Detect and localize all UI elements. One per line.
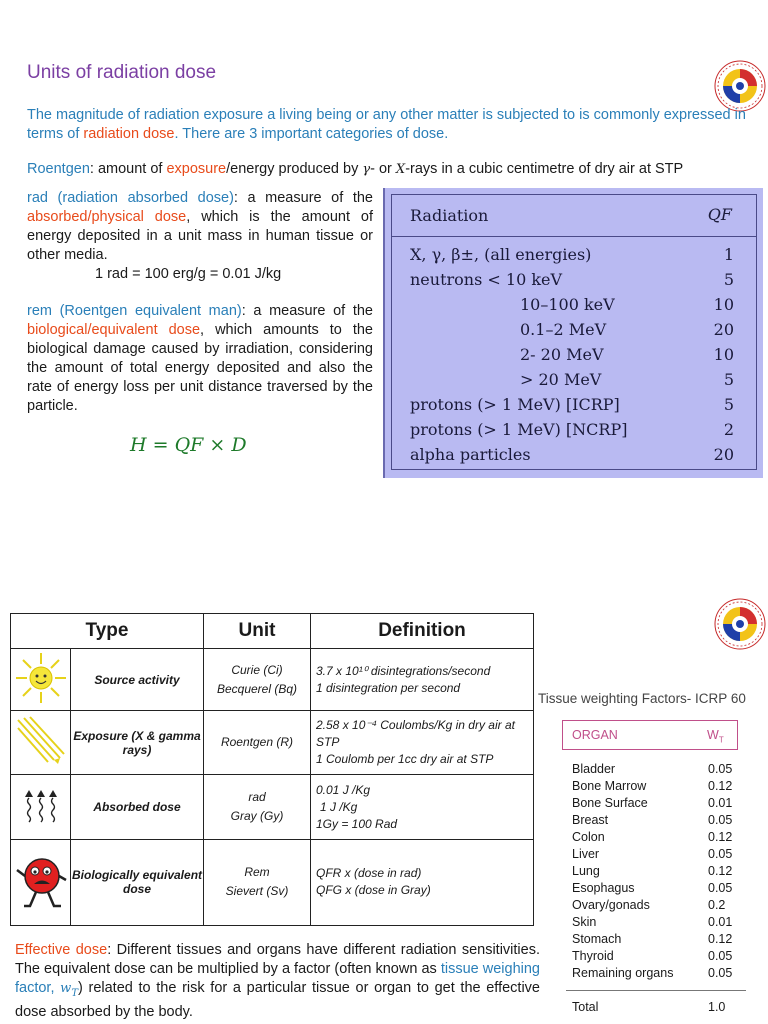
organ-weight: 0.2 <box>708 898 726 912</box>
qf-row-label: 10–100 keV <box>520 295 615 314</box>
effective-dose-paragraph <box>15 941 540 1022</box>
definition-line: 3.7 x 10¹⁰ disintegrations/second <box>316 663 491 678</box>
roentgen-text-b: /energy produced by <box>226 161 363 177</box>
organ-weight: 0.05 <box>708 949 733 963</box>
organ-name: Bone Surface <box>572 796 648 810</box>
qf-row-value: 10 <box>713 295 734 314</box>
effective-text: : Different tissues and organs have different radiation sensitivities. The equivalent dose can be multiplied by a factor (often known as <box>15 942 540 977</box>
qf-row-value: 1 <box>723 245 734 264</box>
qf-row-value: 2 <box>723 420 734 439</box>
type-cell: Absorbed dose <box>71 775 204 839</box>
qf-row <box>392 245 756 270</box>
organ-name: Bladder <box>572 762 616 776</box>
tissue-row <box>572 932 742 949</box>
unit-cell <box>204 839 311 925</box>
tissue-row <box>572 847 742 864</box>
tissue-row <box>572 864 742 881</box>
total-label: Total <box>572 1000 599 1014</box>
wt-symbol: w <box>60 981 72 996</box>
qf-row <box>392 395 756 420</box>
rem-definition <box>27 302 373 416</box>
tissue-factor-highlight: tissue weighing factor, <box>15 961 540 996</box>
gamma-symbol: γ <box>362 162 371 177</box>
roentgen-text: : amount of <box>89 161 167 177</box>
organ-name: Bone Marrow <box>572 779 647 793</box>
rem-text: : a measure of the <box>241 303 373 319</box>
tissue-row <box>572 813 742 830</box>
qf-row-value: 5 <box>723 395 734 414</box>
qf-col-qf: QF <box>707 205 732 224</box>
definition-line: 1 Coulomb per 1cc dry air at STP <box>316 752 494 767</box>
qf-row <box>392 420 756 445</box>
type-cell: Biologically equivalent dose <box>71 839 204 925</box>
rad-definition <box>27 189 373 265</box>
absorbed-arrows-icon <box>11 775 71 839</box>
qf-row-value: 20 <box>713 320 734 339</box>
effective-text-end: ) related to the risk for a particular tissue or organ to get the effective dose absorbed by the body. <box>15 980 540 1020</box>
col-wt-letter: W <box>707 728 719 742</box>
unit-line: Rem <box>244 865 270 880</box>
col-organ: ORGAN <box>572 728 618 742</box>
qf-row-label: alpha particles <box>410 445 531 464</box>
x-symbol: X <box>395 162 406 177</box>
qf-row-label: protons (> 1 MeV) [NCRP] <box>410 420 628 439</box>
definition-cell <box>311 649 534 711</box>
organ-weight: 0.05 <box>708 762 733 776</box>
type-cell: Source activity <box>71 649 204 711</box>
qf-row-label: neutrons < 10 keV <box>410 270 563 289</box>
roentgen-term: Roentgen <box>27 161 90 177</box>
unit-line: Becquerel (Bq) <box>216 681 298 696</box>
tissue-factors-header <box>562 720 738 750</box>
organ-name: Liver <box>572 847 600 861</box>
definition-line: 1Gy = 100 Rad <box>316 816 398 831</box>
tissue-row <box>572 915 742 932</box>
definition-cell <box>311 711 534 775</box>
qf-row-value: 20 <box>713 445 734 464</box>
tissue-row <box>572 830 742 847</box>
roentgen-definition <box>27 160 767 179</box>
exposure-highlight: exposure <box>166 161 227 177</box>
organ-name: Lung <box>572 864 600 878</box>
col-definition: Definition <box>311 614 534 649</box>
equivalent-dose-highlight: biological/equivalent dose <box>27 322 201 338</box>
qf-row-label: 0.1–2 MeV <box>520 320 607 339</box>
qf-col-radiation: Radiation <box>410 206 489 225</box>
unit-cell <box>204 711 311 775</box>
tissue-row <box>572 762 742 779</box>
definition-line: 2.58 x 10⁻⁴ Coulombs/Kg in dry air at STP <box>316 718 515 750</box>
unit-line: Sievert (Sv) <box>225 884 289 899</box>
organ-weight: 0.12 <box>708 779 733 793</box>
organ-name: Esophagus <box>572 881 635 895</box>
tissue-row <box>572 966 742 983</box>
rad-text: : a measure of the <box>233 190 374 206</box>
organ-name: Skin <box>572 915 597 929</box>
rays-icon <box>11 711 71 775</box>
qf-row-label: protons (> 1 MeV) [ICRP] <box>410 395 620 414</box>
rad-text-b: , which is the amount of energy deposited in a unit mass in human tissue or other media. <box>27 209 374 263</box>
qf-row <box>392 295 756 320</box>
tissue-row <box>572 949 742 966</box>
definition-line: 0.01 J /Kg <box>316 782 371 797</box>
col-wt-sub: T <box>718 735 724 745</box>
unit-line: Gray (Gy) <box>230 809 284 824</box>
tissue-row <box>572 898 742 915</box>
organ-name: Remaining organs <box>572 966 674 980</box>
unit-cell <box>204 649 311 711</box>
organ-weight: 0.12 <box>708 932 733 946</box>
organ-weight: 0.05 <box>708 813 733 827</box>
qf-row <box>392 445 756 470</box>
qf-row-label: 2- 20 MeV <box>520 345 604 364</box>
organ-name: Colon <box>572 830 605 844</box>
sun-icon <box>11 649 71 711</box>
tissue-row <box>572 779 742 796</box>
type-cell: Exposure (X & gamma rays) <box>71 711 204 775</box>
col-type: Type <box>11 614 204 649</box>
organ-name: Stomach <box>572 932 622 946</box>
definition-line: QFG x (dose in Gray) <box>316 883 431 898</box>
col-unit: Unit <box>204 614 311 649</box>
qf-row-value: 10 <box>713 345 734 364</box>
definition-line: QFR x (dose in rad) <box>316 866 422 881</box>
absorbed-dose-highlight: absorbed/physical dose <box>27 209 187 225</box>
qf-row <box>392 345 756 370</box>
qf-table-header <box>392 195 756 237</box>
organ-weight: 0.05 <box>708 881 733 895</box>
tissue-row <box>572 796 742 813</box>
dose-formula: H = QF × D <box>130 434 247 456</box>
rad-term: rad (radiation absorbed dose) <box>27 190 234 206</box>
organ-name: Thyroid <box>572 949 614 963</box>
rem-term: rem (Roentgen equivalent man) <box>27 303 242 319</box>
organ-weight: 0.05 <box>708 966 733 980</box>
rad-equation: 1 rad = 100 erg/g = 0.01 J/kg <box>95 266 282 282</box>
unit-cell <box>204 775 311 839</box>
definition-cell <box>311 775 534 839</box>
qf-row <box>392 270 756 295</box>
organ-weight: 0.12 <box>708 864 733 878</box>
organ-weight: 0.05 <box>708 847 733 861</box>
tissue-total-row <box>572 1000 742 1017</box>
definition-line: 1 J /Kg <box>320 799 358 814</box>
rem-text-b: , which amounts to the biological damage caused by irradiation, considering the amount of total energy deposited and also the rate of energy loss per unit distance traversed by the particle. <box>27 322 373 414</box>
organ-weight: 0.12 <box>708 830 733 844</box>
tissue-factors-title: Tissue weighting Factors- ICRP 60 <box>538 691 746 706</box>
table-row <box>11 775 534 839</box>
intro-paragraph <box>27 106 747 144</box>
dose-types-table <box>10 613 534 926</box>
definition-cell <box>311 839 534 925</box>
unit-line: Curie (Ci) <box>231 662 283 677</box>
organ-weight: 0.01 <box>708 796 733 810</box>
organ-name: Breast <box>572 813 609 827</box>
intro-highlight: radiation dose <box>83 126 175 142</box>
intro-text-end: . There are 3 important categories of dose. <box>174 126 449 142</box>
table-row <box>11 649 534 711</box>
qf-row <box>392 370 756 395</box>
organ-weight: 0.01 <box>708 915 733 929</box>
biological-figure-icon <box>11 839 71 925</box>
slide-units-of-radiation-dose <box>0 0 768 500</box>
qf-row-value: 5 <box>723 270 734 289</box>
roentgen-text-c: - or <box>370 161 396 177</box>
quality-factor-table <box>383 188 763 478</box>
table-row <box>11 711 534 775</box>
university-logo <box>714 60 766 112</box>
definition-line: 1 disintegration per second <box>316 680 461 695</box>
qf-row <box>392 320 756 345</box>
university-logo <box>714 598 766 650</box>
total-value: 1.0 <box>708 1000 726 1014</box>
table-header-row <box>11 614 534 649</box>
intro-text: The magnitude of radiation exposure a living being or any other matter is subjected to is commonly expressed in terms of <box>27 107 746 142</box>
col-wt <box>707 728 724 745</box>
qf-row-label: X, γ, β±, (all energies) <box>410 245 592 264</box>
effective-dose-term: Effective dose <box>15 942 108 958</box>
roentgen-text-d: -rays in a cubic centimetre of dry air at STP <box>405 161 684 177</box>
qf-row-label: > 20 MeV <box>520 370 602 389</box>
wt-subscript: T <box>71 987 78 999</box>
tissue-total-divider <box>566 990 746 991</box>
organ-name: Ovary/gonads <box>572 898 650 912</box>
table-row <box>11 839 534 925</box>
slide-title: Units of radiation dose <box>27 62 217 83</box>
unit-line: Roentgen (R) <box>220 735 294 750</box>
unit-line: rad <box>248 790 266 805</box>
qf-row-value: 5 <box>723 370 734 389</box>
tissue-row <box>572 881 742 898</box>
